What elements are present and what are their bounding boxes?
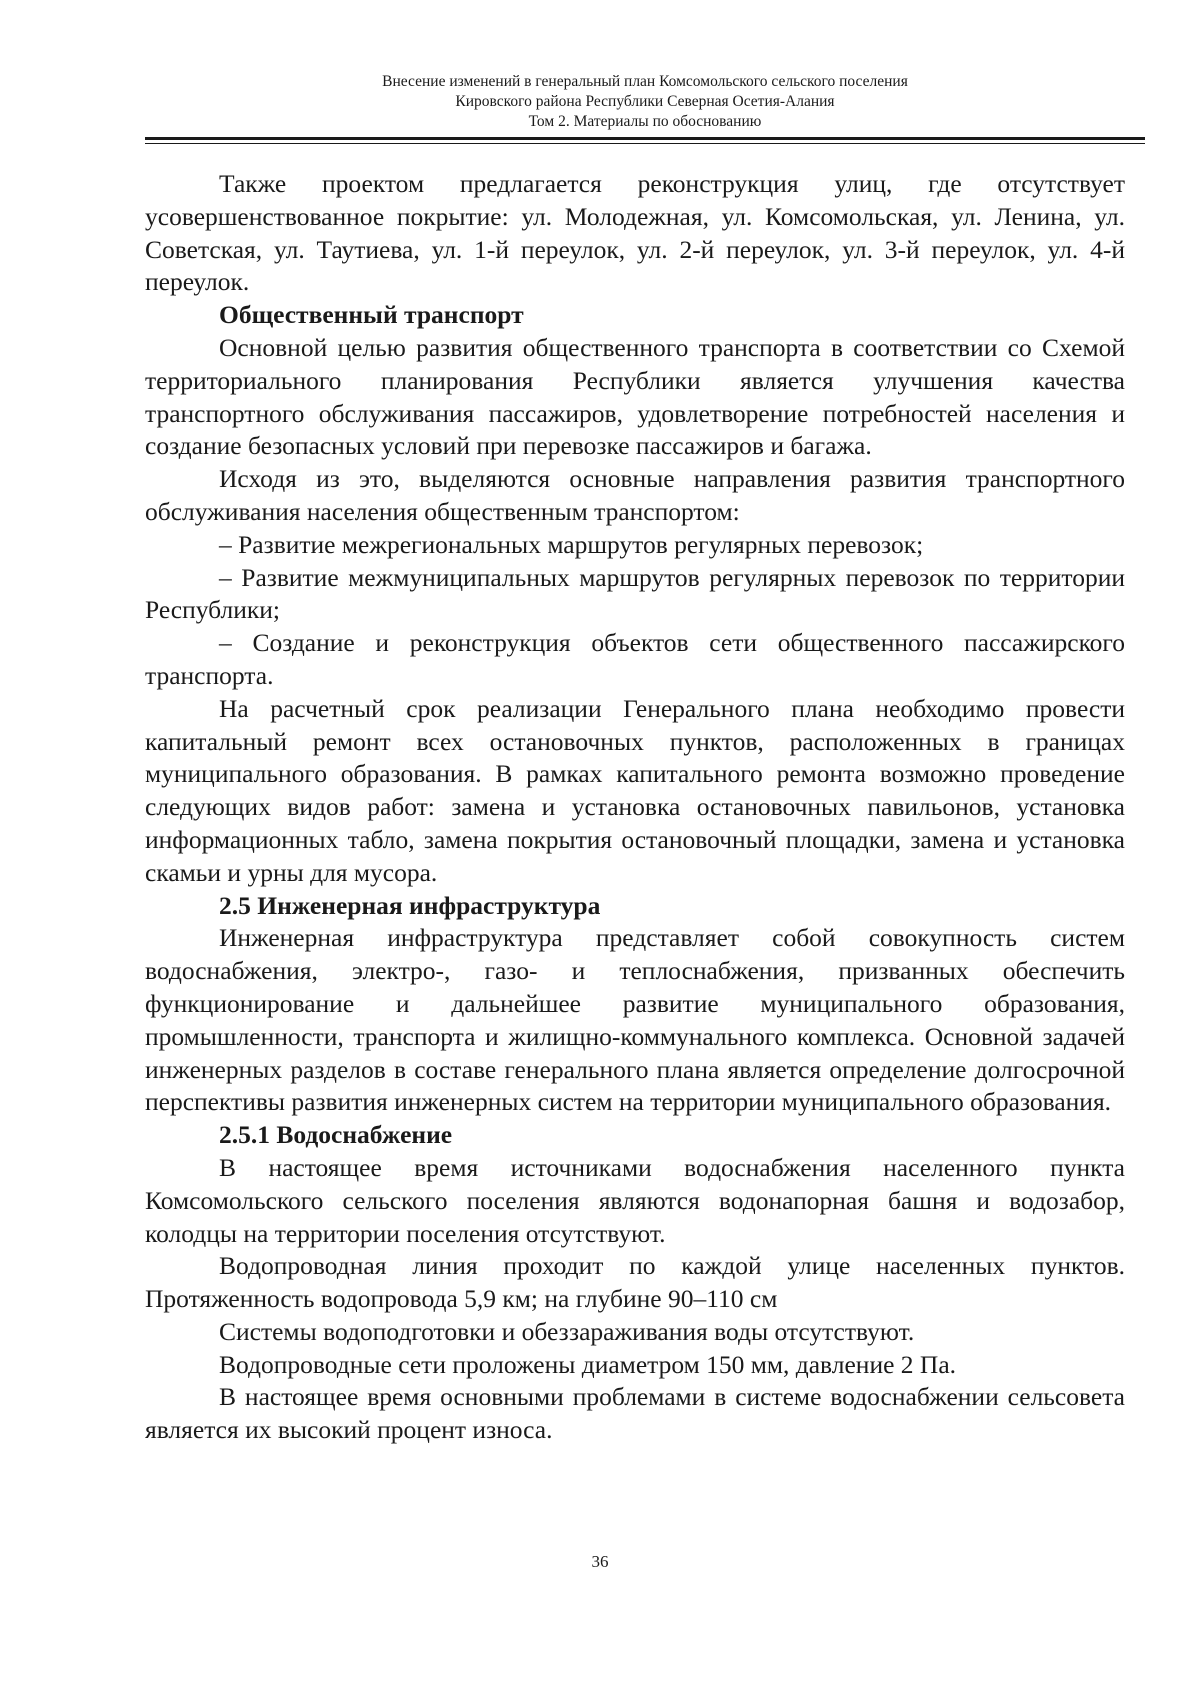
paragraph-water-pipeline: Водопроводная линия проходит по каждой улице населенных пунктов. Протяженность водопровода 5,9 км; на глубине 90–110 см — [145, 1251, 1125, 1314]
paragraph-transport-goal: Основной целью развития общественного транспорта в соответствии со Схемой территориального планирования Республики является улучшения качества транспортного обслуживания пассажиров, удовлетворение потребностей населения и создание безопасных условий при перевозке пассажиров и багажа. — [145, 332, 1125, 461]
list-item-transport-facilities: – Создание и реконструкция объектов сети общественного пассажирского транспорта. — [145, 628, 1125, 690]
paragraph-water-treatment: Системы водоподготовки и обеззараживания воды отсутствуют. — [219, 1316, 915, 1346]
paragraph-bus-stop-repair: На расчетный срок реализации Генерального плана необходимо провести капитальный ремонт всех остановочных пунктов, расположенных в границах муниципального образования. В рамках капитального ремонта возможно проведение следующих видов работ: замена и установка остановочных павильонов, установка информационных табло, замена покрытия остановочный площадки, замена и установка скамьи и урны для мусора. — [145, 693, 1125, 887]
paragraph-water-sources: В настоящее время источниками водоснабжения населенного пункта Комсомольского сельского поселения являются водонапорная башня и водозабор, колодцы на территории поселения отсутствуют. — [145, 1152, 1125, 1248]
heading-water-supply: 2.5.1 Водоснабжение — [219, 1120, 453, 1150]
list-item-interregional-routes: – Развитие межрегиональных маршрутов регулярных перевозок; — [219, 529, 924, 559]
document-body — [145, 168, 1125, 1447]
header-line-2: Кировского района Республики Северная Осетия-Алания — [455, 93, 835, 110]
paragraph-street-reconstruction: Также проектом предлагается реконструкция улиц, где отсутствует усовершенствованное покрытие: ул. Молодежная, ул. Комсомольская, ул. Ленина, ул. Советская, ул. Таутиева, ул. 1-й переулок, ул. 2-й переулок, ул. 3-й переулок, ул. 4-й переулок. — [145, 169, 1125, 297]
heading-public-transport: Общественный транспорт — [219, 300, 524, 330]
list-item-intermunicipal-routes: – Развитие межмуниципальных маршрутов регулярных перевозок по территории Республики; — [145, 562, 1125, 625]
paragraph-infrastructure-definition: Инженерная инфраструктура представляет собой совокупность систем водоснабжения, электро-, газо- и теплоснабжения, призванных обеспечить функционирование и дальнейшее развитие муниципального образования, промышленности, транспорта и жилищно-коммунального комплекса. Основной задачей инженерных разделов в составе генерального плана является определение долгосрочной перспективы развития инженерных систем на территории муниципального образования. — [145, 923, 1125, 1117]
paragraph-pipe-diameter: Водопроводные сети проложены диаметром 150 мм, давление 2 Па. — [219, 1349, 957, 1379]
paragraph-transport-directions: Исходя из это, выделяются основные направления развития транспортного обслуживания населения общественным транспортом: — [145, 464, 1125, 526]
header-rule-thick — [145, 137, 1145, 140]
page-header — [145, 72, 1145, 132]
heading-engineering-infrastructure: 2.5 Инженерная инфраструктура — [219, 890, 601, 920]
paragraph-wear-problems: В настоящее время основными проблемами в системе водоснабжении сельсовета является их высокий процент износа. — [145, 1382, 1125, 1445]
header-line-3: Том 2. Материалы по обоснованию — [528, 113, 762, 130]
page-number: 36 — [591, 1552, 609, 1571]
header-line-1: Внесение изменений в генеральный план Комсомольского сельского поселения — [382, 73, 908, 90]
header-rule-thin — [145, 143, 1145, 144]
